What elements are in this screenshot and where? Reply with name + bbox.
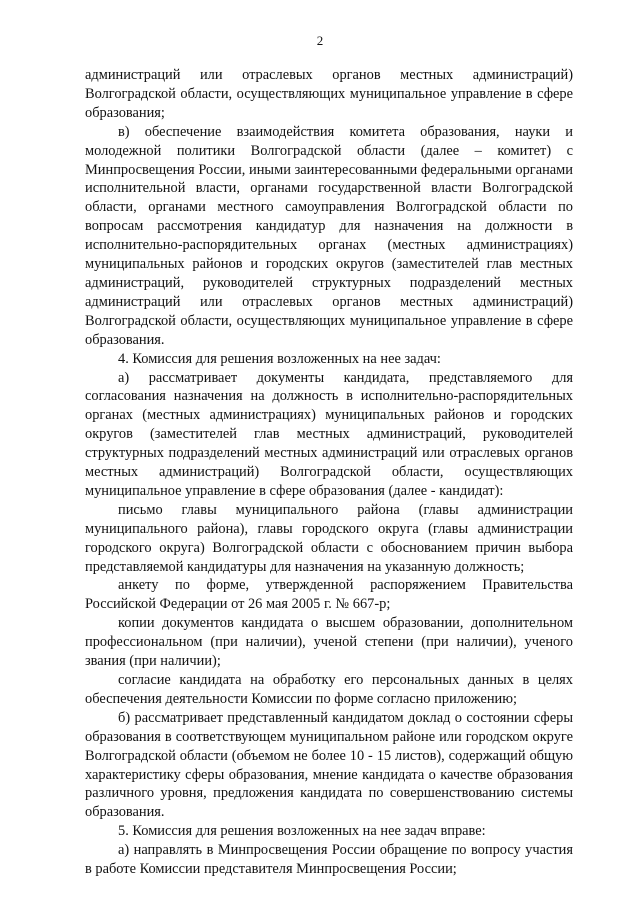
page-number: 2: [316, 33, 324, 48]
paragraph-continuation: администраций или отраслевых органов местных администраций) Волгоградской области, осуществляющих муниципальное управление в сфере образования;: [85, 67, 573, 121]
paragraph-questionnaire: анкету по форме, утвержденной распоряжением Правительства Российской Федерации от 26 мая 2005 г. № 667-р;: [85, 577, 573, 613]
paragraph-item-a: а) рассматривает документы кандидата, представляемого для согласования назначения на должность в исполнительно-распорядительных органах (местных администрациях) муниципальных районов и городских округов (заместителей глав местных администраций, руководителей структурных подразделений местных администраций или отраслевых органов местных администраций) Волгоградской области, осуществляющих муниципальное управление в сфере образования (далее - кандидат):: [85, 369, 573, 499]
paragraph-section-4: 4. Комиссия для решения возложенных на нее задач:: [118, 350, 441, 367]
paragraph-consent: согласие кандидата на обработку его персональных данных в целях обеспечения деятельности Комиссии по форме согласно приложению;: [85, 672, 573, 707]
document-body: [85, 66, 573, 879]
paragraph-item-a-rights: а) направлять в Минпросвещения России обращение по вопросу участия в работе Комиссии представителя Минпросвещения России;: [85, 842, 573, 878]
paragraph-letter: письмо главы муниципального района (главы администрации муниципального района), главы городского округа (главы администрации городского округа) Волгоградской области с обоснованием причин выбора представляемой кандидатуры для назначения на указанную должность;: [85, 501, 573, 575]
paragraph-item-b: б) рассматривает представленный кандидатом доклад о состоянии сферы образования в соответствующем муниципальном районе или городском округе Волгоградской области (объемом не более 10 - 15 листов), содержащий общую характеристику сферы образования, мнение кандидата о качестве образования различного уровня, предложения кандидата по совершенствованию системы образования.: [85, 709, 573, 821]
paragraph-item-v: в) обеспечение взаимодействия комитета образования, науки и молодежной политики Волгоградской области (далее – комитет) с Минпросвещения России, иными заинтересованными федеральными органами исполнительной власти, органами государственной власти Волгоградской области, органами местного самоуправления Волгоградской области по вопросам рассмотрения кандидатур для назначения на должности в исполнительно-распорядительных органах (местных администрациях) муниципальных районов и городских округов (заместителей глав местных администраций, руководителей структурных подразделений местных администраций или отраслевых органов местных администраций) Волгоградской области, осуществляющих муниципальное управление в сфере образования.: [85, 123, 573, 348]
paragraph-document-copies: копии документов кандидата о высшем образовании, дополнительном профессиональном (при наличии), ученой степени (при наличии), ученого звания (при наличии);: [85, 615, 573, 670]
paragraph-section-5: 5. Комиссия для решения возложенных на нее задач вправе:: [118, 823, 486, 840]
